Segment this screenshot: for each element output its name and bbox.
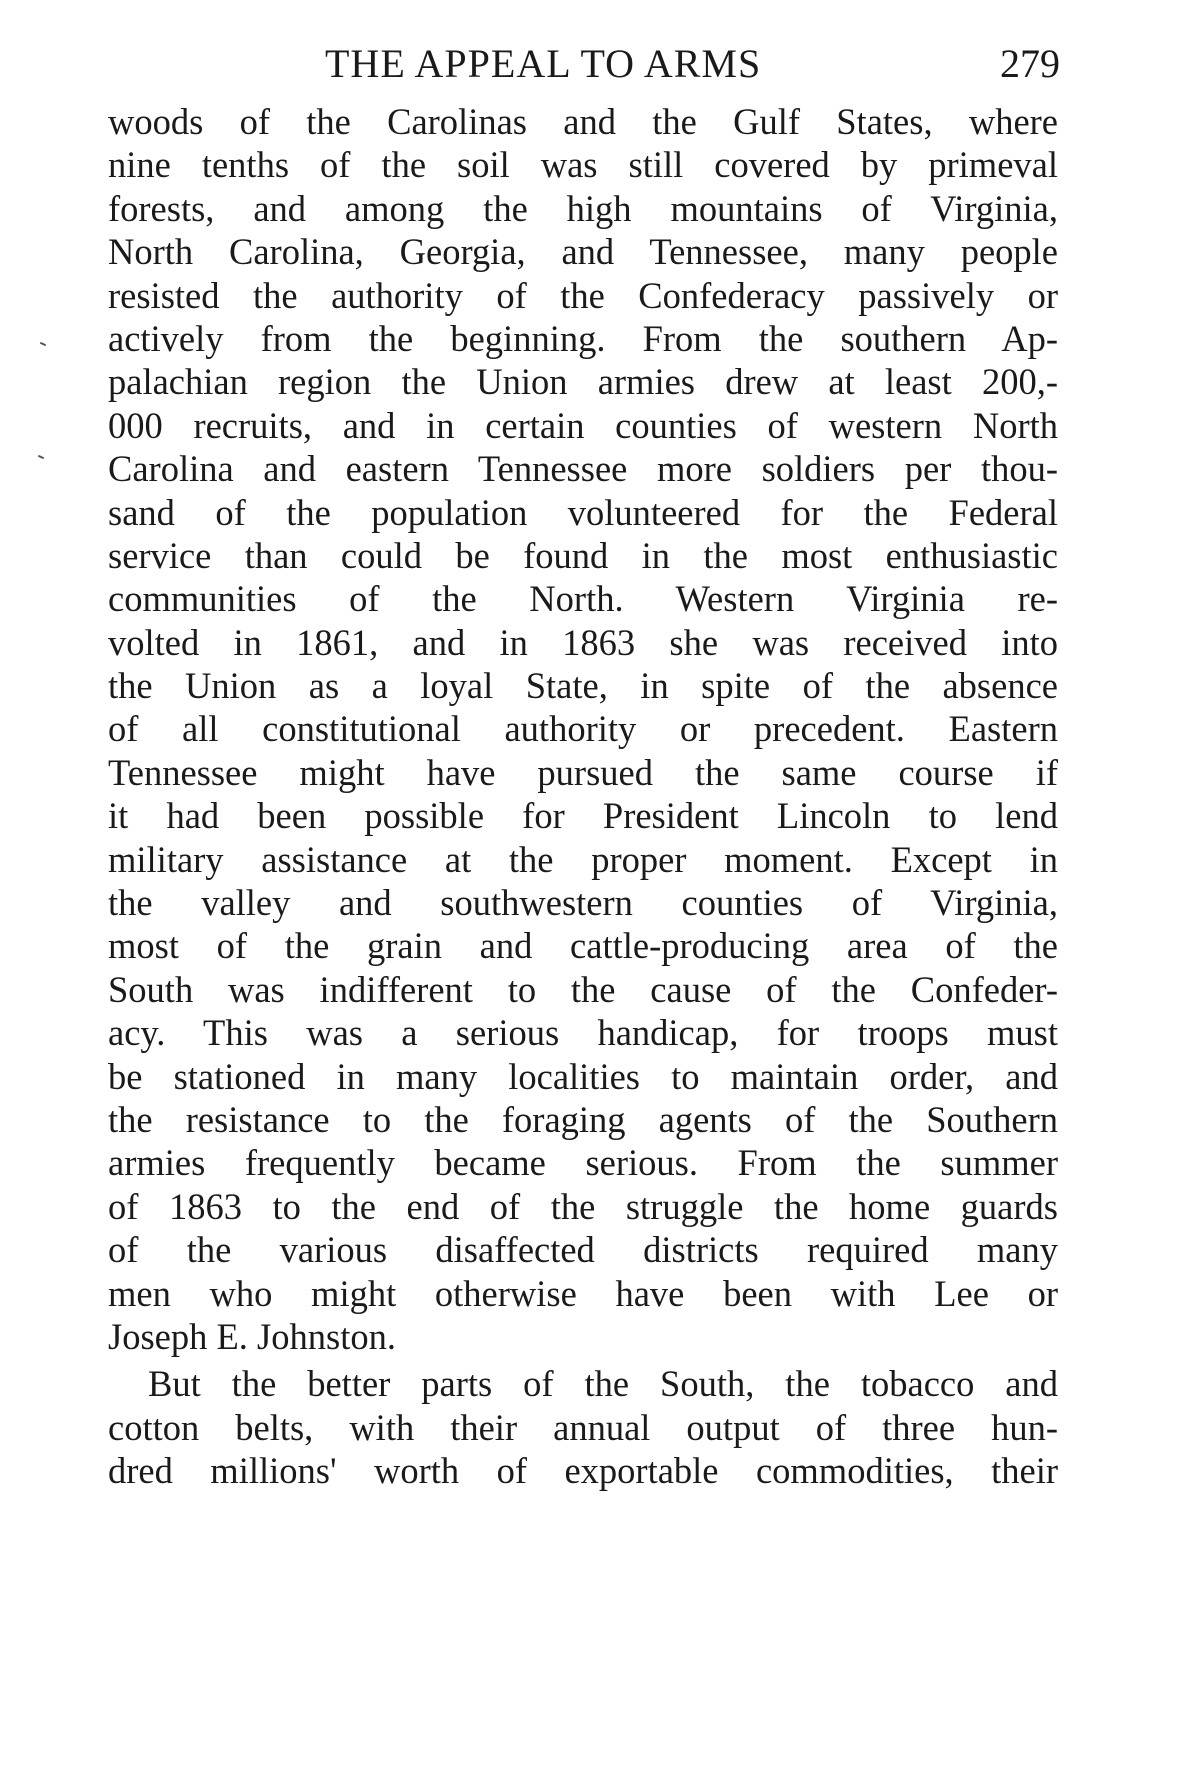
text-line: military assistance at the proper moment. Except in [108, 838, 1058, 880]
text-line: South was indifferent to the cause of the Confeder- [108, 968, 1058, 1010]
text-line: acy. This was a serious handicap, for troops must [108, 1012, 1058, 1054]
text-line: communities of the North. Western Virginia re- [108, 578, 1058, 620]
text-line: actively from the beginning. From the southern Ap- [108, 317, 1058, 359]
text-line: dred millions' worth of exportable commodities, their [108, 1450, 1058, 1492]
body-text [108, 100, 1058, 1493]
text-line: woods of the Carolinas and the Gulf States, where [108, 101, 1058, 142]
paragraph-2 [108, 1362, 1058, 1492]
text-line: Carolina and eastern Tennessee more soldiers per thou- [108, 448, 1058, 490]
text-line: North Carolina, Georgia, and Tennessee, many people [108, 231, 1058, 273]
text-line: it had been possible for President Lincoln to lend [108, 795, 1058, 837]
running-head [120, 34, 1060, 94]
text-line: of 1863 to the end of the struggle the home guards [108, 1185, 1058, 1227]
text-line: be stationed in many localities to maintain order, and [108, 1055, 1058, 1097]
text-line: cotton belts, with their annual output of three hun- [108, 1406, 1058, 1448]
text-line: of all constitutional authority or precedent. Eastern [108, 708, 1058, 750]
text-line: resisted the authority of the Confederacy passively or [108, 274, 1058, 316]
text-line: armies frequently became serious. From the summer [108, 1142, 1058, 1184]
text-line: most of the grain and cattle-producing area of the [108, 925, 1058, 967]
text-line: nine tenths of the soil was still covered by primeval [108, 144, 1058, 186]
text-line: the resistance to the foraging agents of the Southern [108, 1098, 1058, 1140]
text-line: volted in 1861, and in 1863 she was received into [108, 621, 1058, 663]
text-line: men who might otherwise have been with Lee or [108, 1272, 1058, 1314]
text-line: But the better parts of the South, the tobacco and [148, 1363, 1058, 1405]
text-line: palachian region the Union armies drew at least 200,- [108, 361, 1058, 403]
text-line: Joseph E. Johnston. [108, 1315, 396, 1357]
text-line: sand of the population volunteered for the Federal [108, 491, 1058, 533]
paragraph-1 [108, 100, 1058, 1358]
text-line: service than could be found in the most enthusiastic [108, 534, 1058, 576]
text-line: forests, and among the high mountains of Virginia, [108, 187, 1058, 229]
margin-mark [38, 455, 44, 459]
text-line: the Union as a loyal State, in spite of the absence [108, 665, 1058, 707]
text-line: the valley and southwestern counties of Virginia, [108, 882, 1058, 924]
margin-mark [40, 342, 46, 346]
text-line: of the various disaffected districts required many [108, 1229, 1058, 1271]
text-line: 000 recruits, and in certain counties of western North [108, 404, 1058, 446]
page-number: 279 [1000, 41, 1060, 86]
running-title: THE APPEAL TO ARMS [325, 41, 762, 86]
text-line: Tennessee might have pursued the same course if [108, 751, 1058, 793]
